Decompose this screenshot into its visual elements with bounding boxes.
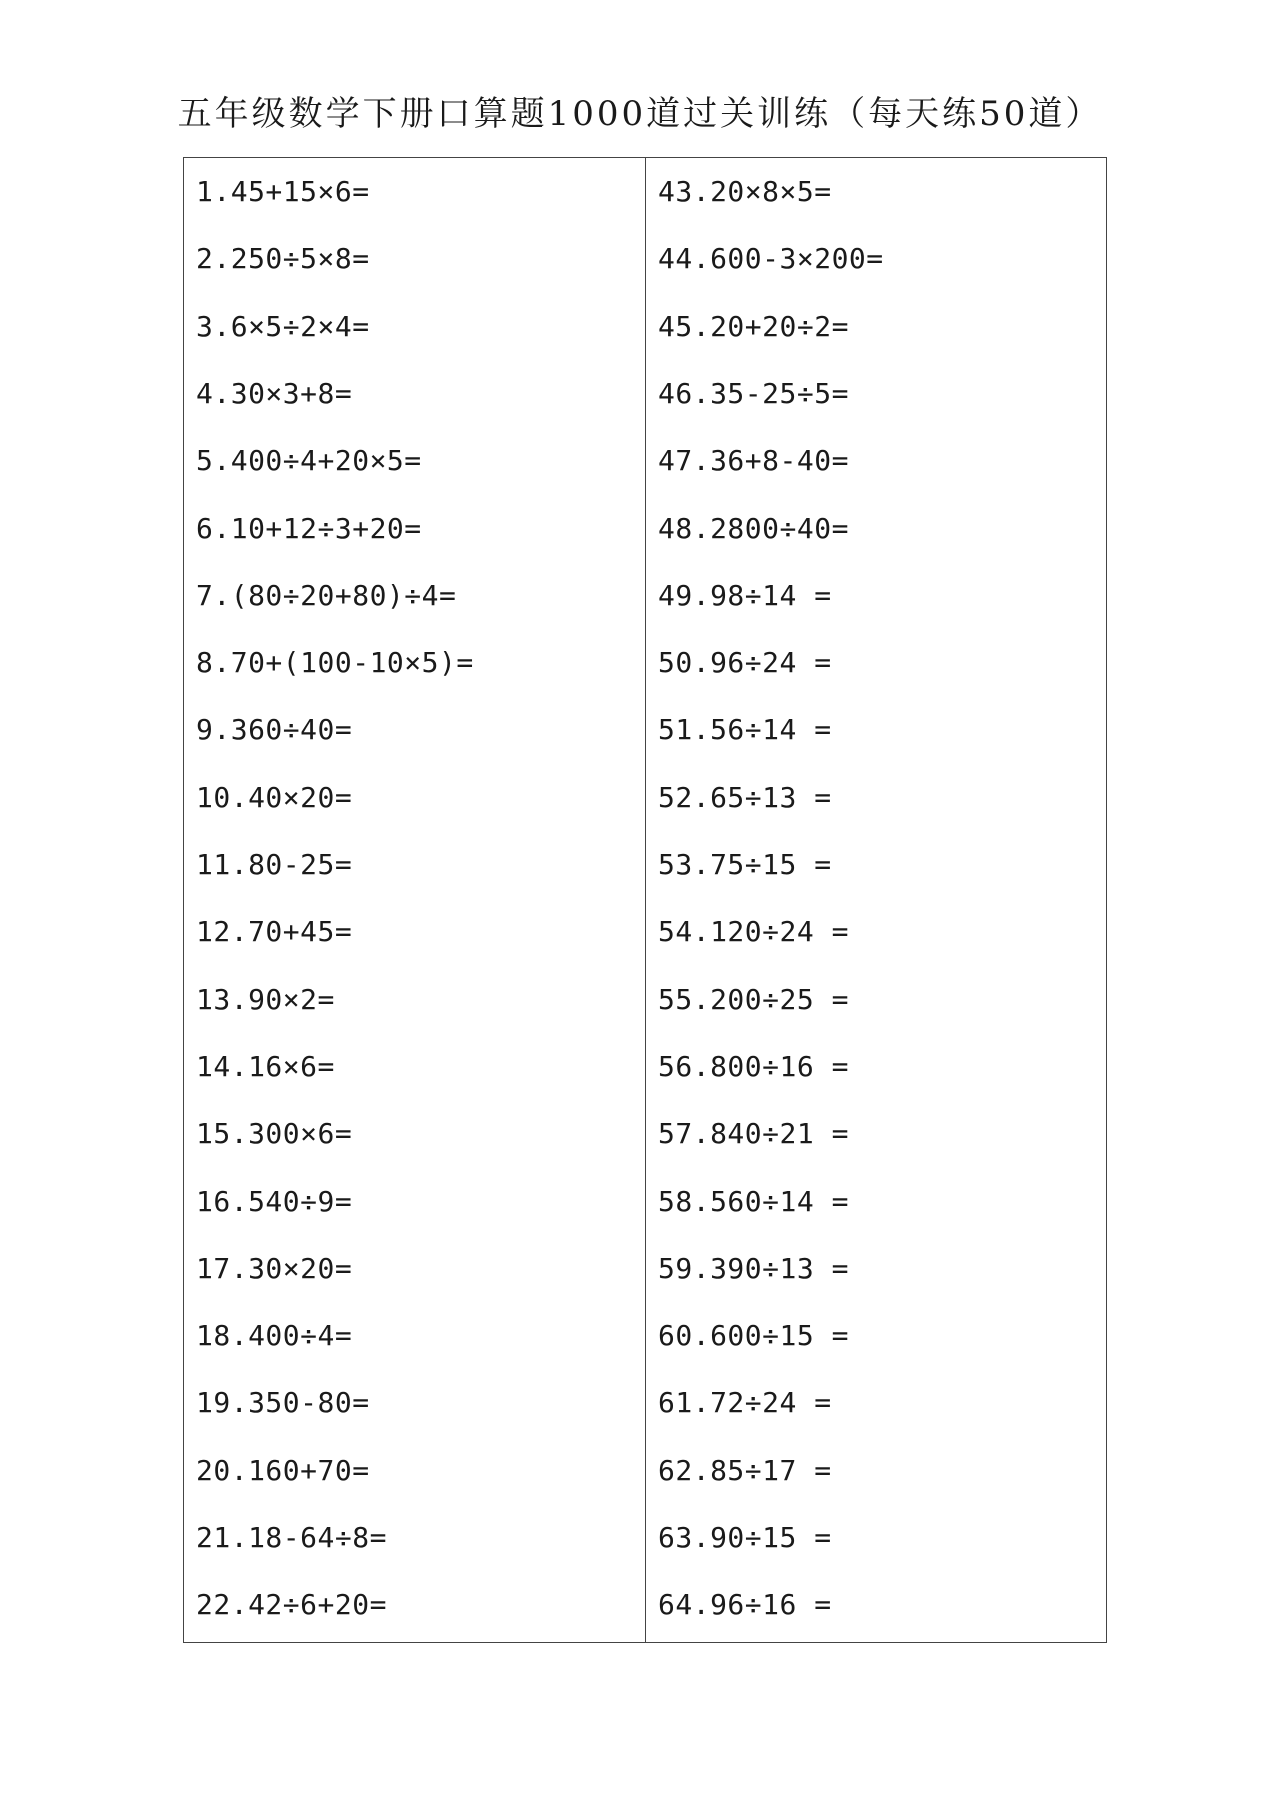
problem-item: 45.20+20÷2=: [658, 309, 849, 343]
right-column: [646, 158, 1106, 1642]
problem-item: 18.400÷4=: [196, 1319, 353, 1353]
problem-item: 51.56÷14 =: [658, 713, 832, 747]
problem-item: 48.2800÷40=: [658, 511, 849, 545]
problem-item: 50.96÷24 =: [658, 646, 832, 680]
problem-item: 54.120÷24 =: [658, 915, 849, 949]
problem-item: 57.840÷21 =: [658, 1117, 849, 1151]
problem-item: 20.160+70=: [196, 1453, 370, 1487]
problem-item: 46.35-25÷5=: [658, 376, 849, 410]
problem-item: 9.360÷40=: [196, 713, 353, 747]
problem-item: 12.70+45=: [196, 915, 353, 949]
problem-item: 7.(80÷20+80)÷4=: [196, 578, 457, 612]
problem-item: 56.800÷16 =: [658, 1049, 849, 1083]
problem-item: 55.200÷25 =: [658, 982, 849, 1016]
problem-item: 1.45+15×6=: [196, 175, 370, 208]
problem-item: 61.72÷24 =: [658, 1386, 832, 1420]
problem-item: 64.96÷16 =: [658, 1588, 832, 1622]
problem-item: 47.36+8-40=: [658, 444, 849, 478]
problem-item: 8.70+(100-10×5)=: [196, 646, 474, 680]
problem-item: 6.10+12÷3+20=: [196, 511, 422, 545]
problem-item: 63.90÷15 =: [658, 1521, 832, 1554]
problem-item: 21.18-64÷8=: [196, 1521, 387, 1554]
problem-item: 58.560÷14 =: [658, 1184, 849, 1218]
problem-item: 59.390÷13 =: [658, 1251, 849, 1285]
problem-item: 60.600÷15 =: [658, 1319, 849, 1353]
problem-item: 16.540÷9=: [196, 1184, 353, 1218]
problem-item: 10.40×20=: [196, 780, 353, 814]
problem-item: 2.250÷5×8=: [196, 242, 370, 276]
problem-item: 11.80-25=: [196, 848, 353, 881]
problem-item: 49.98÷14 =: [658, 578, 832, 612]
problem-item: 17.30×20=: [196, 1251, 353, 1285]
problem-item: 43.20×8×5=: [658, 175, 832, 208]
left-column: [184, 158, 646, 1642]
problem-item: 3.6×5÷2×4=: [196, 309, 370, 343]
problem-item: 13.90×2=: [196, 982, 335, 1016]
problem-item: 44.600-3×200=: [658, 242, 884, 276]
problem-item: 5.400÷4+20×5=: [196, 444, 422, 478]
problem-item: 15.300×6=: [196, 1117, 353, 1151]
problem-item: 22.42÷6+20=: [196, 1588, 387, 1622]
problem-item: 52.65÷13 =: [658, 780, 832, 814]
problem-item: 4.30×3+8=: [196, 376, 353, 410]
problem-item: 62.85÷17 =: [658, 1453, 832, 1487]
page-title: 五年级数学下册口算题1000道过关训练（每天练50道）: [177, 94, 1103, 134]
problem-table: [183, 157, 1107, 1643]
problem-item: 19.350-80=: [196, 1386, 370, 1420]
problem-item: 14.16×6=: [196, 1049, 335, 1083]
problem-item: 53.75÷15 =: [658, 848, 832, 881]
